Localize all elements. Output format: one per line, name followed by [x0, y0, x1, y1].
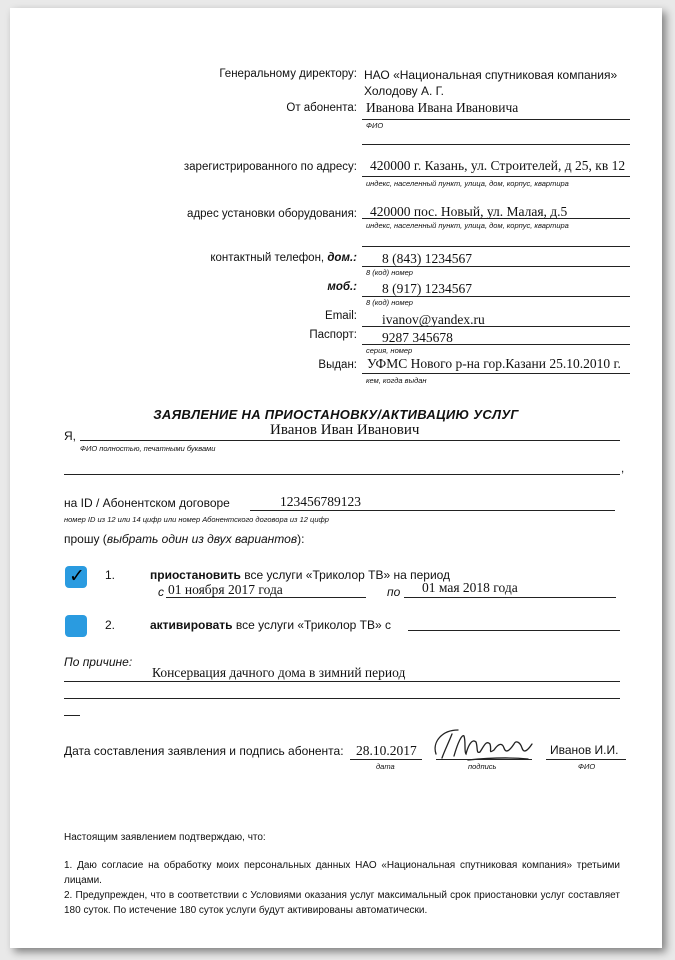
reason-line-3: [64, 715, 80, 716]
full-name-value: Иванов Иван Иванович: [270, 422, 420, 438]
reg-address-caption: индекс, населенный пункт, улица, дом, корпус, квартира: [366, 179, 569, 188]
request-label-italic: выбрать один из двух вариантов: [106, 532, 298, 546]
option1-to-line: [404, 597, 616, 598]
reason-label: По причине:: [64, 655, 133, 669]
email-value: ivanov@yandex.ru: [382, 312, 485, 327]
signer-caption: ФИО: [578, 762, 596, 771]
option1-from-label: с: [158, 585, 164, 599]
reason-line-2: [64, 698, 620, 699]
full-name-caption: ФИО полностью, печатными буквами: [80, 444, 216, 453]
subscriber-name: Иванова Ивана Ивановича: [366, 100, 519, 115]
reg-address-line: [362, 176, 630, 177]
id-caption: номер ID из 12 или 14 цифр или номер Абонентского договора из 12 цифр: [64, 515, 329, 524]
director-label: Генеральному директору:: [219, 68, 357, 80]
phone-mob-caption: 8 (код) номер: [366, 298, 413, 307]
company-name: НАО «Национальная спутниковая компания»: [364, 68, 618, 82]
subscriber-extra-line: [362, 144, 630, 145]
from-label: От абонента:: [286, 102, 357, 114]
option2-text: [150, 618, 391, 632]
full-name-line: [80, 440, 620, 441]
date-value: 28.10.2017: [356, 743, 417, 758]
option1-to-value: 01 мая 2018 года: [422, 580, 518, 595]
email-line: [362, 326, 630, 327]
date-caption: дата: [376, 762, 395, 771]
passport-value: 9287 345678: [382, 330, 453, 345]
fio-caption: ФИО: [366, 121, 384, 130]
option2-rest: все услуги «Триколор ТВ» с: [232, 618, 392, 632]
request-label-end: ):: [297, 532, 305, 546]
phone-mob-value: 8 (917) 1234567: [382, 281, 472, 296]
signer-line: [546, 759, 626, 760]
phone-home-line: [362, 266, 630, 267]
option1-number: 1.: [105, 568, 116, 582]
i-label: Я,: [64, 429, 76, 443]
option1-checkbox[interactable]: [65, 566, 87, 588]
issued-line: [362, 373, 630, 374]
option2-number: 2.: [105, 618, 116, 632]
subscriber-name-line: [362, 119, 630, 120]
install-address-extra-line: [362, 246, 630, 247]
signature-caption: подпись: [468, 762, 497, 771]
name-line-comma: ,: [621, 463, 625, 475]
date-line: [350, 759, 422, 760]
passport-label: Паспорт:: [309, 329, 357, 341]
issued-label: Выдан:: [318, 359, 357, 371]
reg-address-value: 420000 г. Казань, ул. Строителей, д 25, кв 12: [370, 158, 626, 173]
confirmation-intro: Настоящим заявлением подтверждаю, что:: [64, 832, 266, 843]
confirmation-item-1: 1. Даю согласие на обработку моих персональных данных НАО «Национальная спутниковая компания» третьими лицами.: [64, 860, 620, 886]
signature-line: [436, 759, 532, 760]
signer-name: Иванов И.И.: [550, 743, 619, 757]
option1-action: приостановить: [150, 568, 241, 582]
director-name: Холодову А. Г.: [364, 84, 444, 98]
install-address-line: [362, 218, 630, 219]
issued-value: УФМС Нового р-на гор.Казани 25.10.2010 г.: [367, 356, 621, 371]
passport-caption: серия, номер: [366, 346, 413, 355]
phone-label: контактный телефон,: [210, 252, 325, 264]
confirmation-item-2: 2. Предупрежден, что в соответствии с Условиями оказания услуг максимальный срок приостановки услуг составляет 180 суток. По истечение 180 суток услуги будут активированы автоматически.: [64, 890, 620, 916]
install-address-caption: индекс, населенный пункт, улица, дом, корпус, квартира: [366, 221, 569, 230]
option1-text: [150, 568, 450, 582]
option1-rest: все услуги «Триколор ТВ» на период: [240, 568, 451, 582]
sign-label: Дата составления заявления и подпись абонента:: [64, 744, 344, 758]
phone-home-label: дом.:: [327, 252, 357, 264]
install-address-value: 420000 пос. Новый, ул. Малая, д.5: [370, 204, 568, 219]
option1-from-line: [166, 597, 366, 598]
option2-date-line: [408, 630, 620, 631]
option1-to-label: по: [387, 585, 401, 599]
phone-mob-label: моб.:: [327, 281, 357, 293]
install-address-label: адрес установки оборудования:: [187, 208, 357, 220]
statement-title: ЗАЯВЛЕНИЕ НА ПРИОСТАНОВКУ/АКТИВАЦИЮ УСЛУГ: [153, 407, 519, 422]
passport-line: [362, 344, 630, 345]
phone-mob-line: [362, 296, 630, 297]
reason-line-1: [64, 681, 620, 682]
phone-label-group: [210, 252, 357, 264]
phone-home-caption: 8 (код) номер: [366, 268, 413, 277]
reg-address-label: зарегистрированного по адресу:: [183, 161, 357, 173]
option1-from-value: 01 ноября 2017 года: [168, 582, 283, 597]
id-label: на ID / Абонентском договоре: [64, 496, 230, 510]
id-line: [250, 510, 615, 511]
checkmark-icon: ✓: [69, 565, 85, 587]
option2-checkbox[interactable]: [65, 615, 87, 637]
option2-action: активировать: [150, 618, 233, 632]
request-label-start: прошу (: [64, 532, 107, 546]
email-label: Email:: [325, 310, 357, 322]
issued-caption: кем, когда выдан: [366, 376, 427, 385]
phone-home-value: 8 (843) 1234567: [382, 251, 472, 266]
id-value: 123456789123: [280, 494, 361, 509]
application-form-page: [10, 8, 662, 948]
request-label: [64, 532, 304, 546]
full-name-extra-line: [64, 474, 620, 475]
reason-value: Консервация дачного дома в зимний период: [152, 665, 406, 680]
